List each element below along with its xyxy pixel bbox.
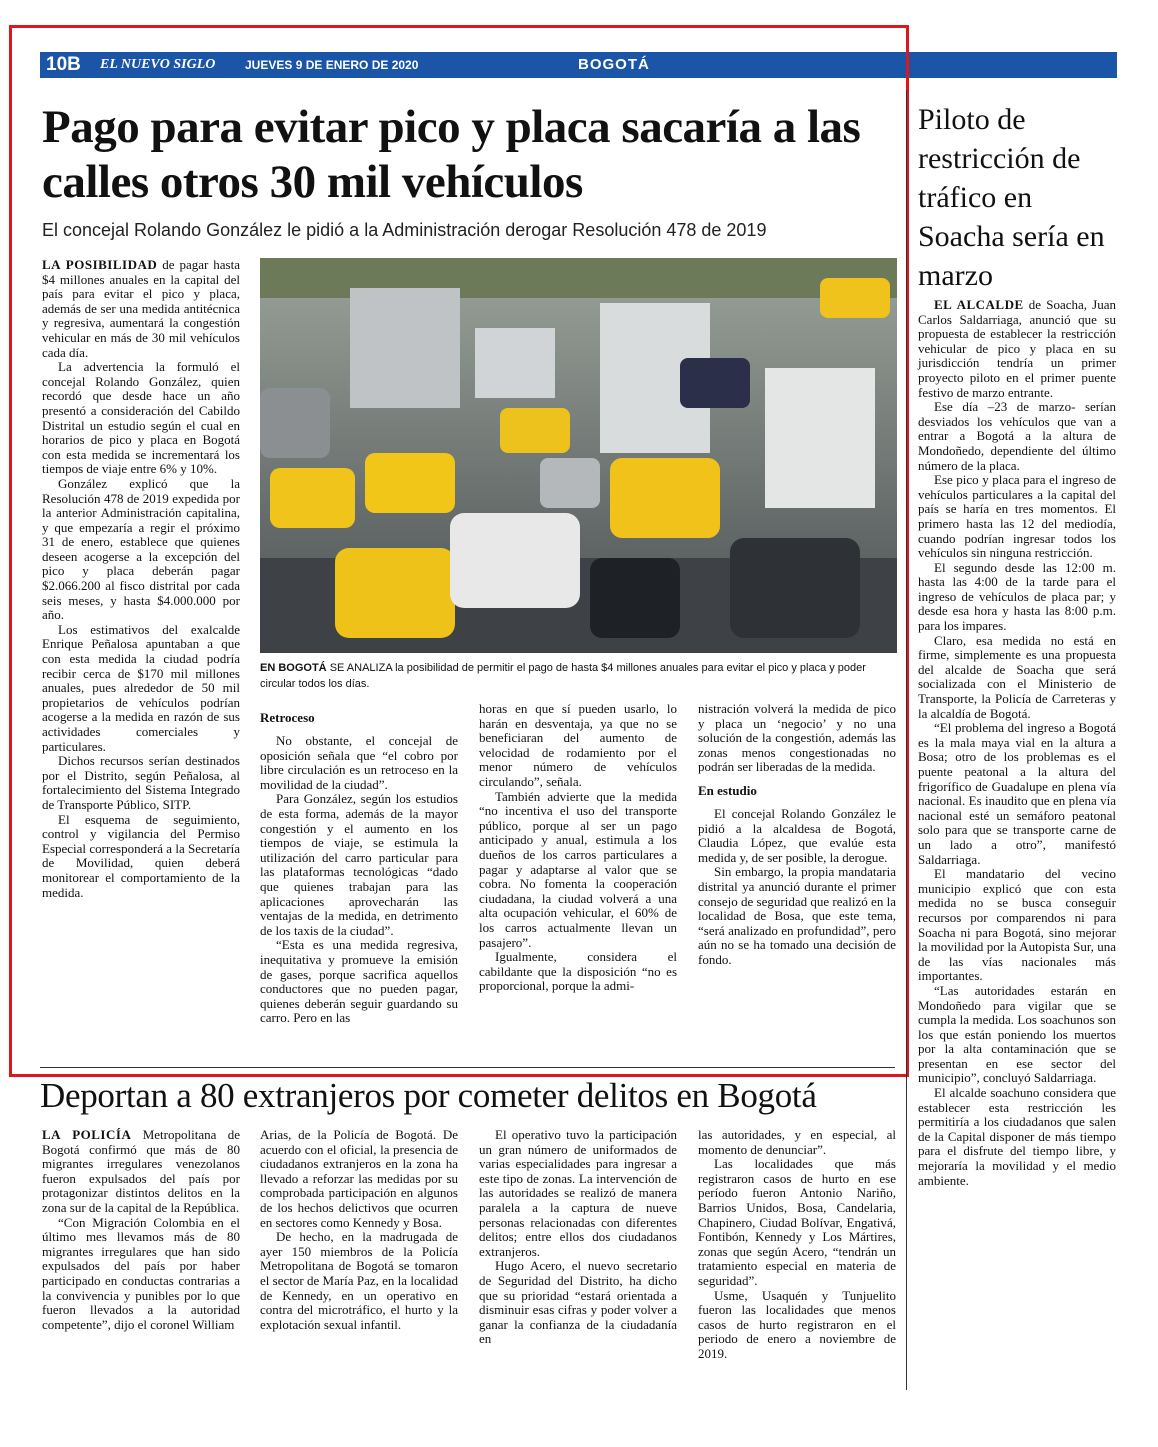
newspaper-name: EL NUEVO SIGLO <box>100 57 216 72</box>
paragraph: De hecho, en la madrugada de ayer 150 miembros de la Policía Metropolitana de Bogotá se tomaron el sector de María Paz, en la localidad de Kennedy, en un operativo en contra del microtráfico, el hurto y la explotación sexual infantil. <box>260 1229 458 1332</box>
paragraph: Arias, de la Policía de Bogotá. De acuerdo con el oficial, la presencia de ciudadanos extranjeros en la zona ha llevado a reforzar las medidas por su comprobada participación en algunos de los hechos delictivos que ocurren en sectores como Kennedy y Bosa. <box>260 1127 458 1230</box>
main-headline: Pago para evitar pico y placa sacaría a las calles otros 30 mil vehículos <box>42 101 861 208</box>
caption-lead: EN BOGOTÁ <box>260 662 327 674</box>
paragraph: “Esta es una medida regresiva, inequitativa y promueve la emisión de gases, porque sacrifica aquellos conductores que no pueden pagar, quienes deberán seguir guardando su carro. Pero en las <box>260 937 458 1026</box>
paragraph: No obstante, el concejal de oposición señala que “el cobro por libre circulación es un retroceso en la movilidad de la ciudad”. <box>260 733 458 792</box>
issue-date: JUEVES 9 DE ENERO DE 2020 <box>245 58 419 72</box>
paragraph: El segundo desde las 12:00 m. hasta las 4:00 de la tarde para el ingreso de vehículos de placa par; y desde esa hora y hasta las 8:00 p.m. para los impares. <box>918 559 1116 634</box>
paragraph: LA POSIBILIDAD de pagar hasta $4 millones anuales en la capital del país para evitar el pico y placa, además de ser una medida antitécnica y regresiva, aumentará la congestión vehicular en más de 30 mil vehículos cada día. <box>42 257 240 360</box>
paragraph: “El problema del ingreso a Bogotá es la mala maya vial en la altura a Bosa; otro de los problemas es el puente peatonal a la altura del frigorífico de Guadalupe en plena vía nacional. Es inaudito que en plena vía nacional esté un semáforo peatonal solo para que se transporte carne de un lado a otro”, manifestó Saldarriaga. <box>918 720 1116 867</box>
paragraph: Claro, esa medida no está en firme, simplemente es una propuesta del alcalde de Soacha que será socializada con el Ministerio de Transporte, la Policía de Carreteras y la alcaldía de Bogotá. <box>918 632 1116 721</box>
paragraph: Dichos recursos serían destinados por el Distrito, según Peñalosa, al fortalecimiento del Sistema Integrado de Transporte Público, SITP. <box>42 753 240 812</box>
lead-cap: LA POLICÍA <box>42 1127 132 1142</box>
second-column-1 <box>42 1128 240 1332</box>
paragraph: LA POLICÍA Metropolitana de Bogotá confirmó que más de 80 migrantes irregulares venezolanos fueron expulsados del país por protagonizar distintos delitos en la zona sur de la capital de la República. <box>42 1127 241 1215</box>
paragraph: También advierte que la medida “no incentiva el uso del transporte público, porque al ser un pago anticipado y anual, estimula a los dueños de los carros particulares a pagar y adaptarse al valor que se cobra. No fomenta la cooperación ciudadana, la ciudad volverá a una alta ocupación vehicular, el 60% de los carros actualmente llevan un pasajero”. <box>479 788 677 950</box>
paragraph: las autoridades, y en especial, al momento de denunciar”. <box>698 1127 896 1157</box>
paragraph: Hugo Acero, el nuevo secretario de Seguridad del Distrito, ha dicho que su prioridad “estará orientada a disminuir esas cifras y poder volver a ganar la confianza de la ciudadanía en <box>479 1258 677 1347</box>
paragraph: González explicó que la Resolución 478 de 2019 expedida por la anterior Administración capitalina, y que empezaría a regir el próximo 31 de enero, establece que quienes deseen acogerse a la excepción del pico y placa deberán pagar $2.066.200 al fisco distrital por cada seis meses, y hasta $4.000.000 por año. <box>42 475 240 623</box>
paragraph: Los estimativos del exalcalde Enrique Peñalosa apuntaban a que con esta medida la ciudad podría recibir cerca de $170 mil millones anuales, pues alrededor de 50 mil propietarios de vehículos podrían acogerse a la medida en razón de sus actividades comerciales y particulares. <box>42 621 240 754</box>
subhead-retroceso: Retroceso <box>260 710 315 725</box>
paragraph: horas en que sí pueden usarlo, lo harán en desventaja, ya que no se beneficiaran del aumento de velocidad de rodamiento por el menor número de vehículos circulando”, señala. <box>479 701 677 789</box>
main-column-3 <box>479 702 677 994</box>
lead-cap: LA POSIBILIDAD <box>42 257 158 272</box>
photo-caption: EN BOGOTÁ SE ANALIZA la posibilidad de permitir el pago de hasta $4 millones anuales para evitar el pico y placa y poder circular todos los días. <box>260 662 866 690</box>
paragraph: El alcalde soachuno considera que establecer esta restricción les permitiría a los ciudadanos que salen de la Capital disponer de más tiempo para el disfrute del tiempo libre, y mejoraría la movilidad y el medio ambiente. <box>918 1085 1116 1188</box>
sidebar-column <box>918 298 1116 1188</box>
paragraph: “Con Migración Colombia en el último mes llevamos más de 80 migrantes irregulares que han sido expulsados del país por haber participado en conductas contrarias a la convivencia y punibles por lo que fueron llevados a la autoridad competente”, dijo el coronel William <box>42 1214 240 1332</box>
page-number: 10B <box>46 54 81 75</box>
paragraph: Las localidades que más registraron casos de hurto en ese período fueron Antonio Nariño, Barrios Unidos, Bosa, Candelaria, Chapinero, Ciudad Bolívar, Engativá, Fontibón, Kennedy y Los Mártires, zonas que según Acero, “tendrán un tratamiento especial en materia de seguridad”. <box>698 1156 896 1288</box>
paragraph: Ese día –23 de marzo- serían desviados los vehículos que van a entrar a Bogotá a la altura de Mondoñedo, dependiente del último número de la placa. <box>918 399 1116 473</box>
paragraph: “Las autoridades estarán en Mondoñedo para vigilar que se cumpla la medida. Los soachunos son los que están poniendo los muertos por la alta contaminación que se presentan en ese sector del municipio”, concluyó Saldarriaga. <box>918 982 1116 1086</box>
column-divider <box>906 90 907 1390</box>
article-divider <box>40 1067 895 1068</box>
paragraph: Para González, según los estudios de esta forma, además de la mayor congestión y el aumento en los tiempos de viaje, se estimula la utilización del carro particular para las plataformas tecnológicas “dado que quienes trabajan para las aplicaciones aprovecharán las ventajas de la medida, en detrimento de los taxis de la ciudad”. <box>260 791 458 938</box>
traffic-jam-image <box>260 258 897 653</box>
main-column-1 <box>42 258 240 900</box>
second-headline: Deportan a 80 extranjeros por cometer delitos en Bogotá <box>40 1076 817 1115</box>
main-column-2 <box>260 702 458 1026</box>
paragraph: El operativo tuvo la participación un gran número de uniformados de varias especialidades para ingresar a este tipo de zonas. La intervención de las autoridades se realizó de manera paralela a la captura de nueve personas relacionadas con diferentes delitos; entre ellos dos ciudadanos extranjeros. <box>479 1127 677 1259</box>
second-column-3 <box>479 1128 677 1347</box>
section-name: BOGOTÁ <box>578 56 650 73</box>
paragraph: El mandatario del vecino municipio explicó que con esta medida no se busca conseguir recursos por comparendos ni para Soacha ni para Bogotá, sino mejorar la movilidad por la Autopista Sur, una de las vías nacionales más importantes. <box>918 866 1116 984</box>
lead-cap: EL ALCALDE <box>934 297 1024 312</box>
second-column-2 <box>260 1128 458 1332</box>
sidebar-headline: Piloto de restricción de tráfico en Soacha sería en marzo <box>918 103 1105 292</box>
paragraph: Sin embargo, la propia mandataria distrital ya anunció durante el primer consejo de seguridad que realizó en la localidad de Bosa, que este tema, “será analizado en profundidad”, pero aún no se ha tomado una decisión de fondo. <box>698 864 896 967</box>
second-column-4 <box>698 1128 896 1362</box>
paragraph: EL ALCALDE de Soacha, Juan Carlos Saldarriaga, anunció que su propuesta de establecer la restricción vehicular de pico y placa en su jurisdicción tendría un primer proyecto piloto en el primer puente festivo de marzo entrante. <box>918 297 1116 400</box>
paragraph: La advertencia la formuló el concejal Rolando González, quien recordó que desde hace un año presentó a consideración del Cabildo Distrital un estudio según el cual en horarios de pico y placa en Bogotá con esta medida se incrementará los tiempos de viaje entre 6% y 10%. <box>42 359 240 477</box>
paragraph: El concejal Rolando González le pidió a la alcaldesa de Bogotá, Claudia López, que evalúe esta medida y, de ser posible, la derogue. <box>698 805 896 865</box>
paragraph: Igualmente, considera el cabildante que la disposición “no es proporcional, porque la admi- <box>479 949 677 994</box>
paragraph: nistración volverá la medida de pico y placa un ‘negocio’ y no una solución de la congestión, además las zonas menos congestionadas no podrán ser liberadas de la medida. <box>698 701 896 775</box>
subhead-en-estudio: En estudio <box>698 782 757 798</box>
main-subheadline: El concejal Rolando González le pidió a la Administración derogar Resolución 478 de 2019 <box>42 220 767 240</box>
paragraph: El esquema de seguimiento, control y vigilancia del Permiso Especial corresponderá a la Secretaría de Movilidad, quien deberá monitorear el comportamiento de la medida. <box>42 811 240 900</box>
paragraph: Ese pico y placa para el ingreso de vehículos particulares a la capital del país se haría en tres momentos. El primero hasta las 12 del mediodía, cuando podrían ingresar todos los vehículos sin ninguna restricción. <box>918 472 1116 561</box>
main-column-4 <box>698 702 896 968</box>
traffic-photo <box>260 258 897 653</box>
paragraph: Usme, Usaquén y Tunjuelito fueron las localidades que menos casos de hurto registraron en el periodo de enero a noviembre de 2019. <box>698 1287 896 1361</box>
